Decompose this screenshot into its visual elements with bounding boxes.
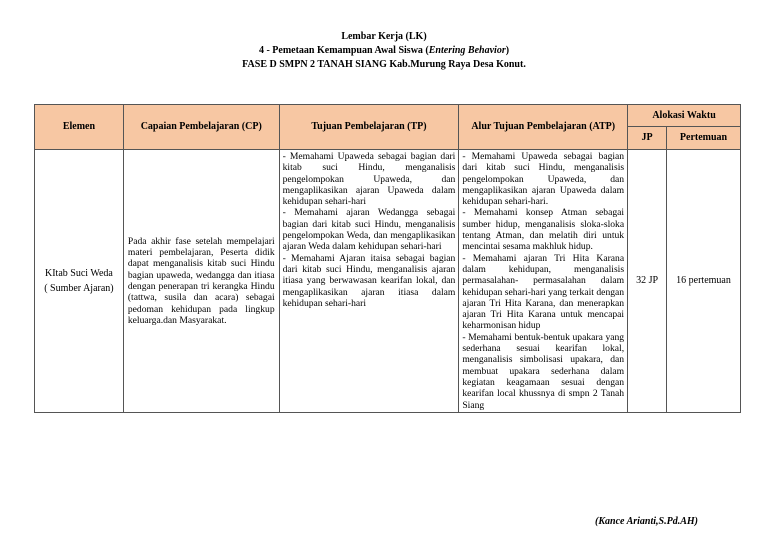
atp-item: - Memahami bentuk-bentuk upakara yang sederhana sesuai kearifan lokal, menganalisis simbolisasi upakara, dan membuat upakara sederhana dalam kegiatan keagamaan sesuai dengan kearifan local khussnya di smpn 2 Tanah Siang <box>462 331 625 411</box>
learning-table <box>34 104 741 413</box>
atp-item: - Memahami ajaran Tri Hita Karana dalam kehidupan, menganalisis permasalahan- permasalahan dalam kehidupan sehari-hari yang terkait dengan ajaran Tri Hita Karana, dan menerapkan ajaran Tri Hita Karana untuk mencapai keharmonisan hidup <box>462 252 625 332</box>
header-pertemuan: Pertemuan <box>667 127 741 150</box>
header-tp: Tujuan Pembelajaran (TP) <box>279 105 459 150</box>
cell-atp <box>459 150 628 413</box>
cell-pertemuan: 16 pertemuan <box>667 150 741 413</box>
tp-item: - Memahami ajaran Wedangga sebagai bagian dari kitab suci Hindu, menganalisis pengelompokan Weda, dan mengaplikasikan ajaran Weda dalam kehidupan sehari-hari <box>282 207 456 253</box>
table-header-row <box>35 105 741 127</box>
school-line: FASE D SMPN 2 TANAH SIANG Kab.Murung Raya Desa Konut. <box>242 59 526 70</box>
signature: (Kance Arianti,S.Pd.AH) <box>595 516 698 527</box>
table-row <box>35 150 741 413</box>
atp-item: - Memahami Upaweda sebagai bagian dari kitab suci Hindu, menganalisis pengelompokan Upaweda, dan mengaplikasikan ajaran Upaweda dalam kehidupan sehari-hari. <box>462 151 625 208</box>
cell-cp: Pada akhir fase setelah mempelajari materi pembelajaran, Peserta didik dapat menganalisis kitab suci Hindu bagian upaweda, wedangga dan itiasa dengan penerapan tri kerangka Hindu (tattwa, susila dan acara) sebagai pedoman kehidupan pada lingkup keluarga.dan Masyarakat. <box>123 150 279 413</box>
tp-item: - Memahami Upaweda sebagai bagian dari kitab suci Hindu, menganalisis pengelompokan Upaweda, dan mengaplikasikan ajaran Upaweda dalam kehidupan sehari-hari <box>282 151 456 208</box>
header-jp: JP <box>628 127 667 150</box>
header-elemen: Elemen <box>35 105 124 150</box>
cell-jp: 32 JP <box>628 150 667 413</box>
document-title-block <box>0 30 768 72</box>
header-atp: Alur Tujuan Pembelajaran (ATP) <box>459 105 628 150</box>
cell-tp <box>279 150 459 413</box>
worksheet-subtitle: 4 - Pemetaan Kemampuan Awal Siswa (Entering Behavior) <box>258 45 510 56</box>
header-alokasi: Alokasi Waktu <box>628 105 741 127</box>
worksheet-title: Lembar Kerja (LK) <box>341 31 427 42</box>
atp-item: - Memahami konsep Atman sebagai sumber hidup, menganalisis sloka-sloka tentang Atman, dan melatih diri untuk mencintai sesama makhluk hidup. <box>462 207 625 253</box>
tp-item: - Memahami Ajaran itaisa sebagai bagian dari kitab suci Hindu, menganalisis ajaran itiasa yang berwawasan kearifan lokal, dan mengaplikasikan ajaran itiasa dalam kehidupan sehari-hari <box>282 252 456 309</box>
cell-elemen: KItab Suci Weda ( Sumber Ajaran) <box>35 150 124 413</box>
header-cp: Capaian Pembelajaran (CP) <box>123 105 279 150</box>
